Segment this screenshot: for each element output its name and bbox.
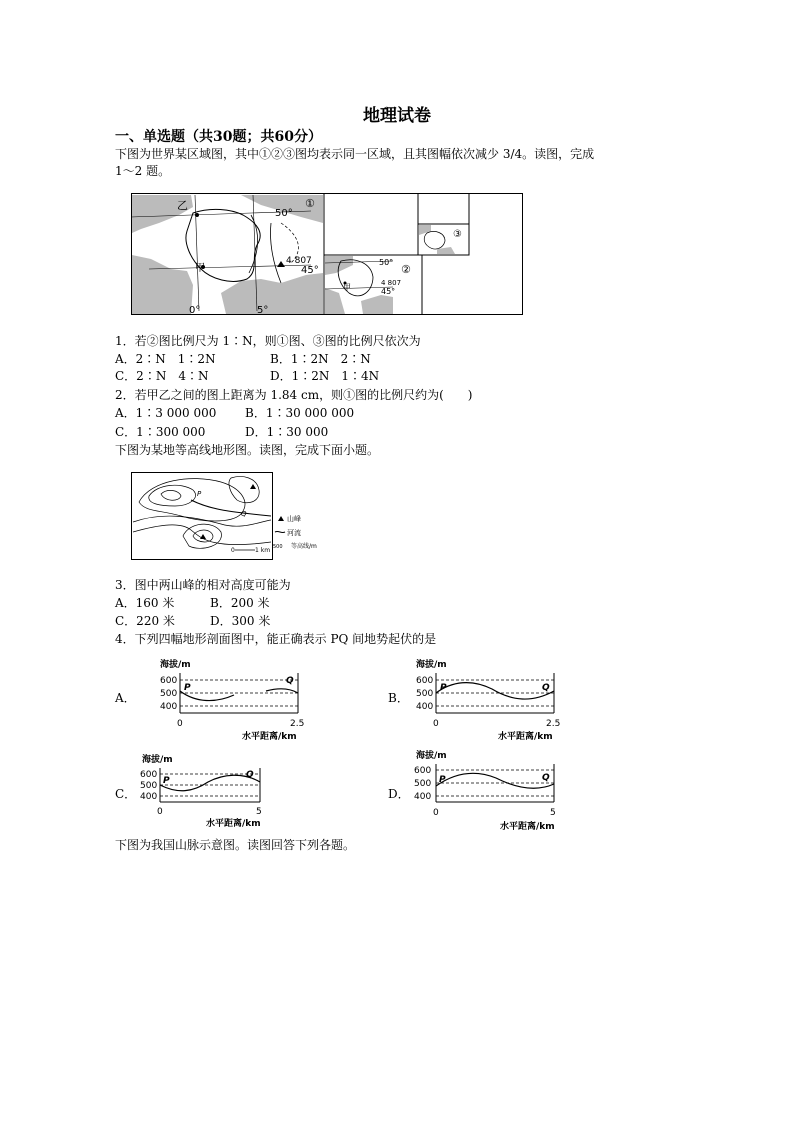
label-lat45-2: 45°	[381, 287, 396, 296]
label-lon0: 0°	[189, 305, 201, 315]
profile-b-q: Q	[542, 683, 550, 693]
q2-option-d[interactable]: D．1∶30 000	[245, 425, 329, 439]
label-yi: 乙	[177, 199, 188, 212]
q1-option-c[interactable]: C．2∶N 4∶N	[115, 369, 209, 383]
q1-option-a[interactable]: A．2∶N 1∶2N	[115, 352, 216, 366]
q4-stem: 4．下列四幅地形剖面图中，能正确表示 PQ 间地势起伏的是	[115, 632, 437, 646]
intro-text-1: 下图为世界某区域图，其中①②③图均表示同一区域，且其图幅依次减少 3/4。读图，完成	[115, 147, 595, 161]
label-lat50: 50°	[275, 208, 293, 219]
profile-chart-d	[406, 746, 586, 836]
profile-b-x0: 0	[433, 719, 439, 729]
profile-a-xlabel: 水平距离/km	[242, 732, 297, 742]
intro-text-3: 下图为我国山脉示意图。读图回答下列各题。	[115, 838, 356, 852]
profile-c-xlabel: 水平距离/km	[206, 819, 261, 829]
q3-option-d[interactable]: D．300 米	[210, 614, 271, 628]
profile-b-curve	[436, 683, 554, 699]
label-map2: ②	[401, 263, 411, 276]
profile-a-p: P	[184, 683, 191, 693]
profile-c-p: P	[163, 776, 170, 786]
label-map1: ①	[305, 197, 315, 210]
contour-label-p: P	[197, 490, 202, 498]
profile-b-p: P	[440, 683, 447, 693]
profile-a-ylabel: 海拔/m	[160, 660, 191, 670]
q2-option-c[interactable]: C．1∶300 000	[115, 425, 206, 439]
legend-contour-value: 500	[273, 544, 283, 550]
intro-text-1b: 1～2 题。	[115, 164, 171, 178]
section-heading: 一、单选题（共30题；共60分）	[115, 129, 322, 145]
profile-c-y400: 400	[140, 792, 158, 802]
profile-d-p: P	[439, 775, 446, 785]
profile-d-xlabel: 水平距离/km	[500, 822, 555, 832]
q2-option-a[interactable]: A．1∶3 000 000	[115, 406, 217, 420]
label-lon5: 5°	[257, 305, 269, 315]
q3-option-b[interactable]: B．200 米	[210, 596, 270, 610]
profile-d-curve	[436, 773, 554, 788]
profile-b-ylabel: 海拔/m	[416, 660, 447, 670]
profile-c-y600: 600	[140, 770, 158, 780]
profile-a-xmax: 2.5	[290, 719, 305, 729]
profile-c-x0: 0	[157, 807, 163, 817]
q3-stem: 3．图中两山峰的相对高度可能为	[115, 578, 291, 592]
q4-option-d[interactable]: D．	[388, 787, 410, 801]
profile-d-y600: 600	[414, 766, 432, 776]
profile-d-y500: 500	[414, 779, 432, 789]
river-line	[191, 500, 271, 516]
profile-d-q: Q	[542, 773, 550, 783]
q3-option-c[interactable]: C．220 米	[115, 614, 175, 628]
profile-b-y600: 600	[416, 676, 434, 686]
intro-text-2: 下图为某地等高线地形图。读图，完成下面小题。	[115, 443, 380, 457]
label-lat50-2: 50°	[379, 258, 394, 267]
profile-chart-b	[402, 655, 582, 745]
page-title: 地理试卷	[363, 106, 431, 126]
profile-b-xlabel: 水平距离/km	[498, 732, 553, 742]
profile-c-ylabel: 海拔/m	[142, 755, 173, 765]
profile-c-xmax: 5	[256, 807, 262, 817]
profile-chart-c	[138, 752, 318, 832]
profile-d-x0: 0	[433, 808, 439, 818]
profile-c-q: Q	[246, 770, 254, 780]
profile-a-x0: 0	[177, 719, 183, 729]
q1-stem: 1．若②图比例尺为 1∶N，则①图、③图的比例尺依次为	[115, 334, 421, 348]
contour-label-q: Q	[241, 510, 247, 518]
profile-a-q: Q	[286, 676, 294, 686]
profile-a-y400: 400	[160, 702, 178, 712]
q4-option-a[interactable]: A．	[115, 691, 136, 705]
profile-d-ylabel: 海拔/m	[416, 751, 447, 761]
label-lat45: 45°	[301, 265, 319, 276]
q3-option-a[interactable]: A．160 米	[115, 596, 175, 610]
profile-chart-a	[146, 655, 326, 745]
q1-option-b[interactable]: B．1∶2N 2∶N	[270, 352, 371, 366]
profile-a-y600: 600	[160, 676, 178, 686]
profile-c-curve	[160, 775, 260, 791]
label-jia-2: 甲	[343, 283, 351, 292]
profile-a-y500: 500	[160, 689, 178, 699]
scale-1: 1 km	[255, 547, 271, 554]
profile-b-xmax: 2.5	[546, 719, 561, 729]
scale-0: 0	[231, 547, 235, 554]
q1-option-d[interactable]: D．1∶2N 1∶4N	[270, 369, 380, 383]
profile-b-y400: 400	[416, 702, 434, 712]
contour-map-figure	[131, 472, 331, 562]
q4-option-b[interactable]: B．	[388, 691, 409, 705]
profile-d-y400: 400	[414, 792, 432, 802]
label-peak: 4 807	[286, 256, 312, 266]
legend-river: 河流	[287, 529, 301, 537]
legend-peak: 山峰	[287, 515, 301, 523]
region-map-figure	[131, 193, 523, 315]
label-map3: ③	[453, 229, 462, 240]
profile-b-y500: 500	[416, 689, 434, 699]
label-jia: 甲	[195, 263, 205, 274]
q2-option-b[interactable]: B．1∶30 000 000	[245, 406, 355, 420]
profile-d-xmax: 5	[550, 808, 556, 818]
legend-contour: 等高线/m	[291, 543, 317, 550]
q4-option-c[interactable]: C．	[115, 787, 137, 801]
q2-stem: 2．若甲乙之间的图上距离为 1.84 cm，则①图的比例尺约为( )	[115, 388, 473, 402]
label-peak-2: 4 807	[381, 279, 402, 287]
profile-c-y500: 500	[140, 781, 158, 791]
